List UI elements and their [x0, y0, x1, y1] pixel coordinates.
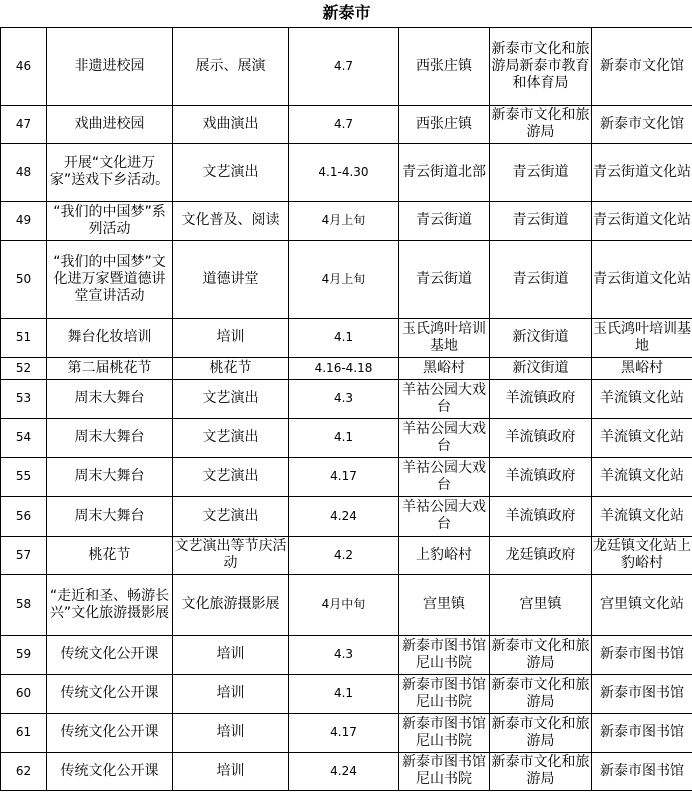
activity-date-cell: 4.1	[289, 318, 399, 357]
activity-date-cell: 4.3	[289, 379, 399, 418]
row-number-cell: 51	[1, 318, 47, 357]
activity-place-cell: 玉氏鸿叶培训基地	[399, 318, 490, 357]
activity-date-cell: 4.7	[289, 27, 399, 105]
row-number-cell: 49	[1, 201, 47, 240]
activity-name-cell: 戏曲进校园	[47, 105, 173, 143]
host-unit-cell: 羊流镇文化站	[592, 457, 692, 496]
table-row	[1, 635, 692, 674]
activity-date-cell: 4.1-4.30	[289, 143, 399, 201]
title-row	[1, 0, 692, 27]
organizer-cell: 新泰市文化和旅游局	[490, 674, 592, 713]
row-number-cell: 52	[1, 357, 47, 379]
activity-place-cell: 宫里镇	[399, 574, 490, 635]
activity-place-cell: 西张庄镇	[399, 105, 490, 143]
row-number-cell: 59	[1, 635, 47, 674]
host-unit-cell: 黑峪村	[592, 357, 692, 379]
activity-date-cell: 4.7	[289, 105, 399, 143]
table-row	[1, 318, 692, 357]
row-number-cell: 56	[1, 496, 47, 536]
activity-name-cell: “我们的中国梦”系列活动	[47, 201, 173, 240]
host-unit-cell: 玉氏鸿叶培训基地	[592, 318, 692, 357]
activity-name-cell: 周末大舞台	[47, 418, 173, 457]
organizer-cell: 新泰市文化和旅游局	[490, 635, 592, 674]
host-unit-cell: 宫里镇文化站	[592, 574, 692, 635]
activity-date-cell: 4.2	[289, 536, 399, 574]
activity-type-cell: 文化旅游摄影展	[173, 574, 289, 635]
host-unit-cell: 青云街道文化站	[592, 240, 692, 318]
activity-place-cell: 羊祜公园大戏台	[399, 418, 490, 457]
host-unit-cell: 新泰市文化馆	[592, 27, 692, 105]
host-unit-cell: 羊流镇文化站	[592, 418, 692, 457]
row-number-cell: 62	[1, 752, 47, 790]
table-row	[1, 574, 692, 635]
row-number-cell: 53	[1, 379, 47, 418]
activity-date-cell: 4月中旬	[289, 574, 399, 635]
activity-date-cell: 4.17	[289, 713, 399, 752]
activity-date-cell: 4.1	[289, 418, 399, 457]
activity-name-cell: 传统文化公开课	[47, 752, 173, 790]
activity-type-cell: 文艺演出	[173, 457, 289, 496]
activity-name-cell: 传统文化公开课	[47, 713, 173, 752]
row-number-cell: 47	[1, 105, 47, 143]
organizer-cell: 新汶街道	[490, 318, 592, 357]
activity-type-cell: 文化普及、阅读	[173, 201, 289, 240]
activity-place-cell: 上豹峪村	[399, 536, 490, 574]
organizer-cell: 新泰市文化和旅游局	[490, 713, 592, 752]
host-unit-cell: 新泰市图书馆	[592, 674, 692, 713]
activity-name-cell: 开展“文化进万家”送戏下乡活动。	[47, 143, 173, 201]
organizer-cell: 羊流镇政府	[490, 379, 592, 418]
activity-type-cell: 培训	[173, 674, 289, 713]
host-unit-cell: 羊流镇文化站	[592, 379, 692, 418]
activity-type-cell: 文艺演出	[173, 379, 289, 418]
activity-type-cell: 培训	[173, 635, 289, 674]
activity-place-cell: 新泰市图书馆尼山书院	[399, 674, 490, 713]
row-number-cell: 61	[1, 713, 47, 752]
organizer-cell: 羊流镇政府	[490, 457, 592, 496]
row-number-cell: 54	[1, 418, 47, 457]
table-row	[1, 27, 692, 105]
activity-type-cell: 道德讲堂	[173, 240, 289, 318]
host-unit-cell: 羊流镇文化站	[592, 496, 692, 536]
organizer-cell: 青云街道	[490, 143, 592, 201]
activity-date-cell: 4月上旬	[289, 240, 399, 318]
table-row	[1, 105, 692, 143]
activity-name-cell: 周末大舞台	[47, 379, 173, 418]
activity-place-cell: 西张庄镇	[399, 27, 490, 105]
organizer-cell: 新汶街道	[490, 357, 592, 379]
activity-name-cell: 舞台化妆培训	[47, 318, 173, 357]
activity-place-cell: 青云街道	[399, 240, 490, 318]
row-number-cell: 48	[1, 143, 47, 201]
activity-date-cell: 4.16-4.18	[289, 357, 399, 379]
host-unit-cell: 新泰市图书馆	[592, 713, 692, 752]
activity-name-cell: 传统文化公开课	[47, 674, 173, 713]
row-number-cell: 55	[1, 457, 47, 496]
activity-type-cell: 文艺演出	[173, 496, 289, 536]
activity-type-cell: 培训	[173, 713, 289, 752]
table-title: 新泰市	[1, 0, 692, 27]
table-row	[1, 357, 692, 379]
host-unit-cell: 龙廷镇文化站上豹峪村	[592, 536, 692, 574]
activity-place-cell: 青云街道	[399, 201, 490, 240]
activity-date-cell: 4.24	[289, 496, 399, 536]
activity-place-cell: 羊祜公园大戏台	[399, 457, 490, 496]
activity-name-cell: 非遗进校园	[47, 27, 173, 105]
activity-date-cell: 4.3	[289, 635, 399, 674]
activity-type-cell: 戏曲演出	[173, 105, 289, 143]
activity-name-cell: 周末大舞台	[47, 496, 173, 536]
activity-type-cell: 文艺演出	[173, 418, 289, 457]
activity-date-cell: 4.24	[289, 752, 399, 790]
organizer-cell: 青云街道	[490, 240, 592, 318]
activity-type-cell: 桃花节	[173, 357, 289, 379]
table-row	[1, 379, 692, 418]
table-row	[1, 418, 692, 457]
table-row	[1, 713, 692, 752]
row-number-cell: 46	[1, 27, 47, 105]
activity-name-cell: “走近和圣、畅游长兴”文化旅游摄影展	[47, 574, 173, 635]
activity-place-cell: 新泰市图书馆尼山书院	[399, 635, 490, 674]
activity-type-cell: 培训	[173, 752, 289, 790]
activity-date-cell: 4月上旬	[289, 201, 399, 240]
organizer-cell: 羊流镇政府	[490, 496, 592, 536]
activity-place-cell: 新泰市图书馆尼山书院	[399, 752, 490, 790]
activity-date-cell: 4.17	[289, 457, 399, 496]
row-number-cell: 60	[1, 674, 47, 713]
host-unit-cell: 新泰市图书馆	[592, 752, 692, 790]
table-row	[1, 674, 692, 713]
organizer-cell: 青云街道	[490, 201, 592, 240]
table-row	[1, 201, 692, 240]
organizer-cell: 新泰市文化和旅游局新泰市教育和体育局	[490, 27, 592, 105]
table-row	[1, 143, 692, 201]
organizer-cell: 新泰市文化和旅游局	[490, 105, 592, 143]
table-row	[1, 752, 692, 790]
activity-name-cell: 传统文化公开课	[47, 635, 173, 674]
table-row	[1, 496, 692, 536]
row-number-cell: 50	[1, 240, 47, 318]
activity-type-cell: 培训	[173, 318, 289, 357]
activity-place-cell: 黑峪村	[399, 357, 490, 379]
activity-place-cell: 羊祜公园大戏台	[399, 379, 490, 418]
organizer-cell: 新泰市文化和旅游局	[490, 752, 592, 790]
activity-name-cell: 第二届桃花节	[47, 357, 173, 379]
activity-type-cell: 文艺演出等节庆活动	[173, 536, 289, 574]
table-row	[1, 457, 692, 496]
host-unit-cell: 青云街道文化站	[592, 201, 692, 240]
table-row	[1, 536, 692, 574]
row-number-cell: 57	[1, 536, 47, 574]
activity-name-cell: “我们的中国梦”文化进万家暨道德讲堂宣讲活动	[47, 240, 173, 318]
organizer-cell: 羊流镇政府	[490, 418, 592, 457]
host-unit-cell: 新泰市图书馆	[592, 635, 692, 674]
activity-type-cell: 展示、展演	[173, 27, 289, 105]
row-number-cell: 58	[1, 574, 47, 635]
activity-type-cell: 文艺演出	[173, 143, 289, 201]
activity-place-cell: 新泰市图书馆尼山书院	[399, 713, 490, 752]
organizer-cell: 龙廷镇政府	[490, 536, 592, 574]
activity-date-cell: 4.1	[289, 674, 399, 713]
host-unit-cell: 新泰市文化馆	[592, 105, 692, 143]
activity-name-cell: 桃花节	[47, 536, 173, 574]
host-unit-cell: 青云街道文化站	[592, 143, 692, 201]
activity-place-cell: 羊祜公园大戏台	[399, 496, 490, 536]
organizer-cell: 宫里镇	[490, 574, 592, 635]
table-row	[1, 240, 692, 318]
activity-place-cell: 青云街道北部	[399, 143, 490, 201]
activity-name-cell: 周末大舞台	[47, 457, 173, 496]
